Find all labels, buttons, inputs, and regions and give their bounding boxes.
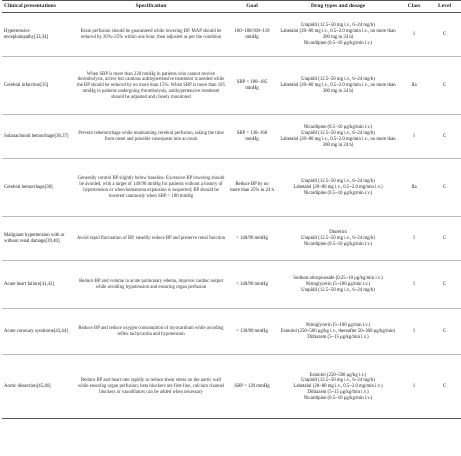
drug-item: Labetalol (20~80 mg i.v., 0.5~2.0 mg/min i.v., no more than 300 mg in 24 h) xyxy=(280,29,396,40)
cell-class: I xyxy=(400,217,428,261)
table-header xyxy=(2,1,461,13)
drug-item: Diuretics xyxy=(329,230,347,236)
cell-presentation: Malignant hypertension with or without renal damage[39,40] xyxy=(2,217,74,261)
table-row xyxy=(2,261,461,309)
cell-specification: Reduce BP and volume in acute pulmonary edema, improve cardiac output while avoiding hypotension and ensuring organ perfusion xyxy=(74,261,228,309)
drug-item: Diltiazem (5~15 μg/kg/min i.v.) xyxy=(307,334,369,340)
table-body xyxy=(2,13,461,419)
drug-item: Labetalol (20~80 mg i.v., 0.5~2.0 mg/min i.v., no more than 300 mg in 24 h) xyxy=(280,136,396,148)
cell-specification: Generally control BP slightly below baseline. Excessive BP lowering should be avoided, with a target of 140/90 mmHg for patients without a history of hypertension or when hematoma expansion is suspected; BP should be lowered cautiously when SBP > 180 mmHg xyxy=(74,159,228,217)
table-row xyxy=(2,115,461,159)
drug-item: Labetalol (20~80 mg i.v., 0.5~2.0 mg/min i.v.) xyxy=(293,185,383,191)
header-drug-types: Drug types and dosage xyxy=(276,1,400,13)
cell-level: C xyxy=(428,261,461,309)
cell-goal: SBP < 130~160 mmHg xyxy=(228,115,276,159)
drug-item: Urapidil (12.5~50 mg i.v., 6~24 mg/h) xyxy=(301,23,375,29)
table-row xyxy=(2,57,461,115)
table-row xyxy=(2,309,461,355)
table-row xyxy=(2,217,461,261)
cell-presentation: Aortic dissection[45,46] xyxy=(2,355,74,419)
table-row xyxy=(2,159,461,217)
drug-item: Nitroglycerin (5~100 μg/min i.v.) xyxy=(305,323,371,329)
cell-class: I xyxy=(400,355,428,419)
header-row xyxy=(2,1,461,13)
cell-presentation: Acute coronary syndrome[43,44] xyxy=(2,309,74,355)
header-class: Class xyxy=(400,1,428,13)
table-row xyxy=(2,355,461,419)
cell-presentation: Subarachnoid hemorrhage[36,37] xyxy=(2,115,74,159)
cell-class: I xyxy=(400,309,428,355)
cell-specification: Prevent rehemorrhage while maintaining cerebral perfusion, taking the time from onset and possible vasospasm into account xyxy=(74,115,228,159)
cell-level: C xyxy=(428,309,461,355)
drug-item: Nicardipine (0.5~10 μg/kg/min i.v.) xyxy=(303,241,373,247)
drug-item: Diltiazem (5~15 μg/kg/min i.v.) xyxy=(307,389,369,395)
cell-drugs xyxy=(276,115,400,159)
drug-item: Nicardipine (0.5~10 μg/kg/min i.v.) xyxy=(303,40,373,46)
cell-drugs xyxy=(276,309,400,355)
drug-item: Sodium nitroprusside (0.25~10 μg/kg/min i.v.) xyxy=(293,276,383,282)
drug-item: Urapidil (12.5~50 mg i.v., 6~24 mg/h) xyxy=(301,179,375,185)
cell-level: C xyxy=(428,13,461,57)
cell-class: IIa xyxy=(400,57,428,115)
drug-item: Urapidil (12.5~50 mg i.v., 6~24 mg/h) xyxy=(301,236,375,242)
cell-specification: Reduce BP and heart rate rapidly to reduce shear stress on the aortic wall while ensuring organ perfusion; beta blockers are first-line, calcium channel blockers or vasodilators can be added when necessary xyxy=(74,355,228,419)
cell-drugs xyxy=(276,159,400,217)
cell-specification: Reduce BP and reduce oxygen consumption of myocardium while avoiding reflex tachycardia and hypotension xyxy=(74,309,228,355)
drug-item: Nicardipine (0.5~10 μg/kg/min i.v.) xyxy=(303,190,373,196)
cell-goal: Reduce BP by no more than 25% in 24 h xyxy=(228,159,276,217)
header-clinical-presentations: Clinical presentations xyxy=(2,1,74,13)
cell-class: I xyxy=(400,261,428,309)
cell-goal: SBP < 180~185 mmHg xyxy=(228,57,276,115)
cell-level: C xyxy=(428,355,461,419)
drug-item: Nitroglycerin (5~100 μg/min i.v.) xyxy=(305,282,371,288)
cell-drugs xyxy=(276,217,400,261)
drug-item: Labetalol (20~80 mg i.v., 0.5~2.0 mg/min i.v., no more than 300 mg in 24 h) xyxy=(280,83,396,94)
cell-presentation: Hypertensive encephalopathy[33,34] xyxy=(2,13,74,57)
header-level: Level xyxy=(428,1,461,13)
cell-level: C xyxy=(428,57,461,115)
cell-class: I xyxy=(400,115,428,159)
cell-presentation: Cerebral infarction[35] xyxy=(2,57,74,115)
cell-presentation: Cerebral hemorrhage[38] xyxy=(2,159,74,217)
cell-specification: Avoid rapid fluctuation of BP, steadily reduce BP and preserve renal function xyxy=(74,217,228,261)
drug-item: Esmolol (250~500 μg/kg i.v.) xyxy=(309,372,367,378)
drug-item: Urapidil (12.5~50 mg i.v., 6~24 mg/h) xyxy=(301,131,375,137)
cell-class: I xyxy=(400,13,428,57)
drug-item: Urapidil (12.5~50 mg i.v., 6~24 mg/h) xyxy=(301,77,375,83)
header-specification: Specification xyxy=(74,1,228,13)
cell-goal: < 140/90 mmHg xyxy=(228,261,276,309)
cell-goal: 160~180/100~110 mmHg xyxy=(228,13,276,57)
cell-level: C xyxy=(428,159,461,217)
drug-item: Labetalol (20~80 mg i.v., 0.5~2.0 mg/min i.v.) xyxy=(293,384,383,390)
cell-level: C xyxy=(428,115,461,159)
drug-item: Urapidil (12.5~50 mg i.v., 6~24 mg/h) xyxy=(301,378,375,384)
drug-item: Urapidil (12.5~50 mg i.v., 6~24 mg/h) xyxy=(301,287,375,293)
cell-drugs xyxy=(276,57,400,115)
cell-presentation: Acute heart failure[41,42] xyxy=(2,261,74,309)
table-row xyxy=(2,13,461,57)
cell-level: C xyxy=(428,217,461,261)
cell-drugs xyxy=(276,261,400,309)
cell-specification: When SBP is more than 220 mmHg in patients who cannot receive thrombolysis, active but cautious antihypertensive treatment is needed while the BP should be reduced by no more than 15%. When SBP is more than 185 mmHg in patients undergoing thrombolysis, antihypertensive treatment should be adjusted and closely monitored xyxy=(74,57,228,115)
drug-item: Nicardipine (0.5~10 μg/kg/min i.v.) xyxy=(303,395,373,401)
header-goal: Goal xyxy=(228,1,276,13)
cell-goal: < 140/90 mmHg xyxy=(228,217,276,261)
drug-item: Esmolol (250~500 μg/kg i.v., thereafter 50~300 μg/kg/min) xyxy=(280,329,396,335)
hypertensive-emergency-table xyxy=(2,0,461,419)
cell-goal: SBP < 120 mmHg xyxy=(228,355,276,419)
cell-goal: < 130/80 mmHg xyxy=(228,309,276,355)
cell-drugs xyxy=(276,355,400,419)
cell-specification: Brain perfusion should be guaranteed while lowering BP. MAP should be reduced by 20%~25% within one hour, then adjusted as per the condition xyxy=(74,13,228,57)
cell-class: IIa xyxy=(400,159,428,217)
drug-item: Nicardipine (0.5~10 μg/kg/min i.v.) xyxy=(303,125,373,131)
cell-drugs xyxy=(276,13,400,57)
